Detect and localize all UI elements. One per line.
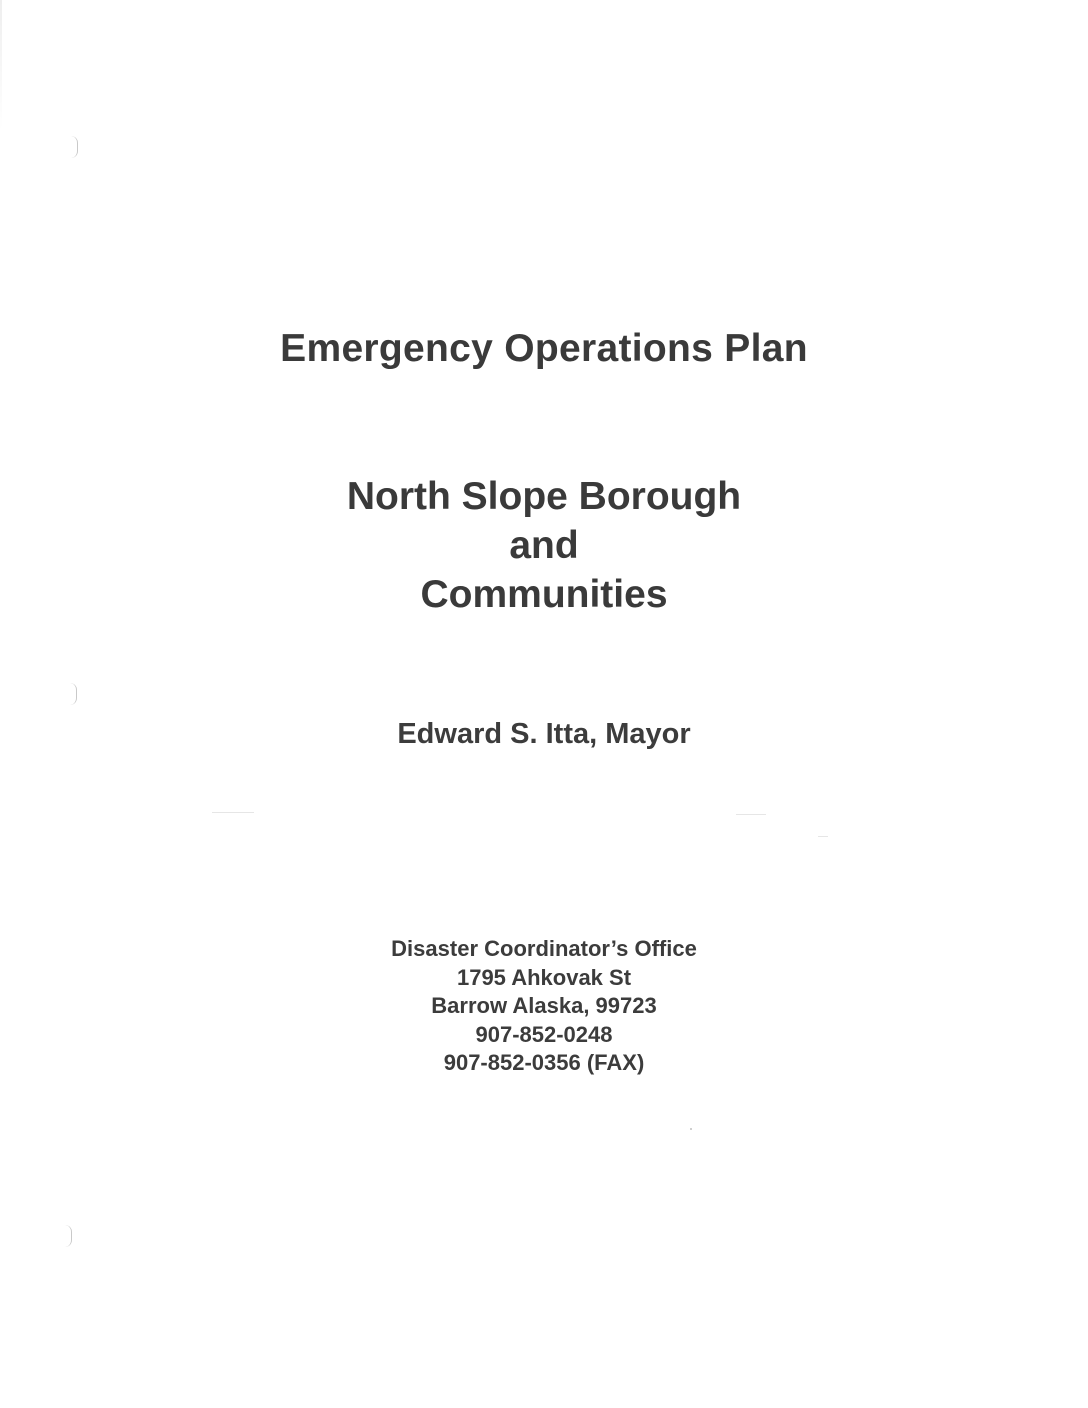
document-title: Emergency Operations Plan bbox=[280, 327, 808, 370]
binder-hole-mark bbox=[71, 136, 78, 158]
scan-smudge bbox=[818, 836, 828, 837]
scan-smudge bbox=[736, 814, 766, 815]
fax-number: 907-852-0356 (FAX) bbox=[443, 1050, 645, 1075]
phone-number: 907-852-0248 bbox=[475, 1021, 613, 1047]
organization-line-2: and bbox=[509, 524, 579, 567]
binder-hole-mark bbox=[70, 683, 77, 705]
organization-line-3: Communities bbox=[420, 573, 668, 616]
scan-smudge bbox=[212, 812, 254, 813]
organization-line-1: North Slope Borough bbox=[346, 475, 742, 518]
binder-hole-mark bbox=[65, 1225, 72, 1247]
mayor-name: Edward S. Itta, Mayor bbox=[397, 718, 691, 750]
city-state-zip: Barrow Alaska, 99723 bbox=[431, 993, 657, 1018]
office-name: Disaster Coordinator’s Office bbox=[391, 936, 697, 961]
scan-edge-shadow bbox=[0, 0, 2, 130]
scan-speck bbox=[690, 1128, 692, 1130]
contact-block bbox=[0, 935, 1088, 1078]
organization-block bbox=[0, 472, 1088, 619]
street-address: 1795 Ahkovak St bbox=[456, 964, 632, 990]
